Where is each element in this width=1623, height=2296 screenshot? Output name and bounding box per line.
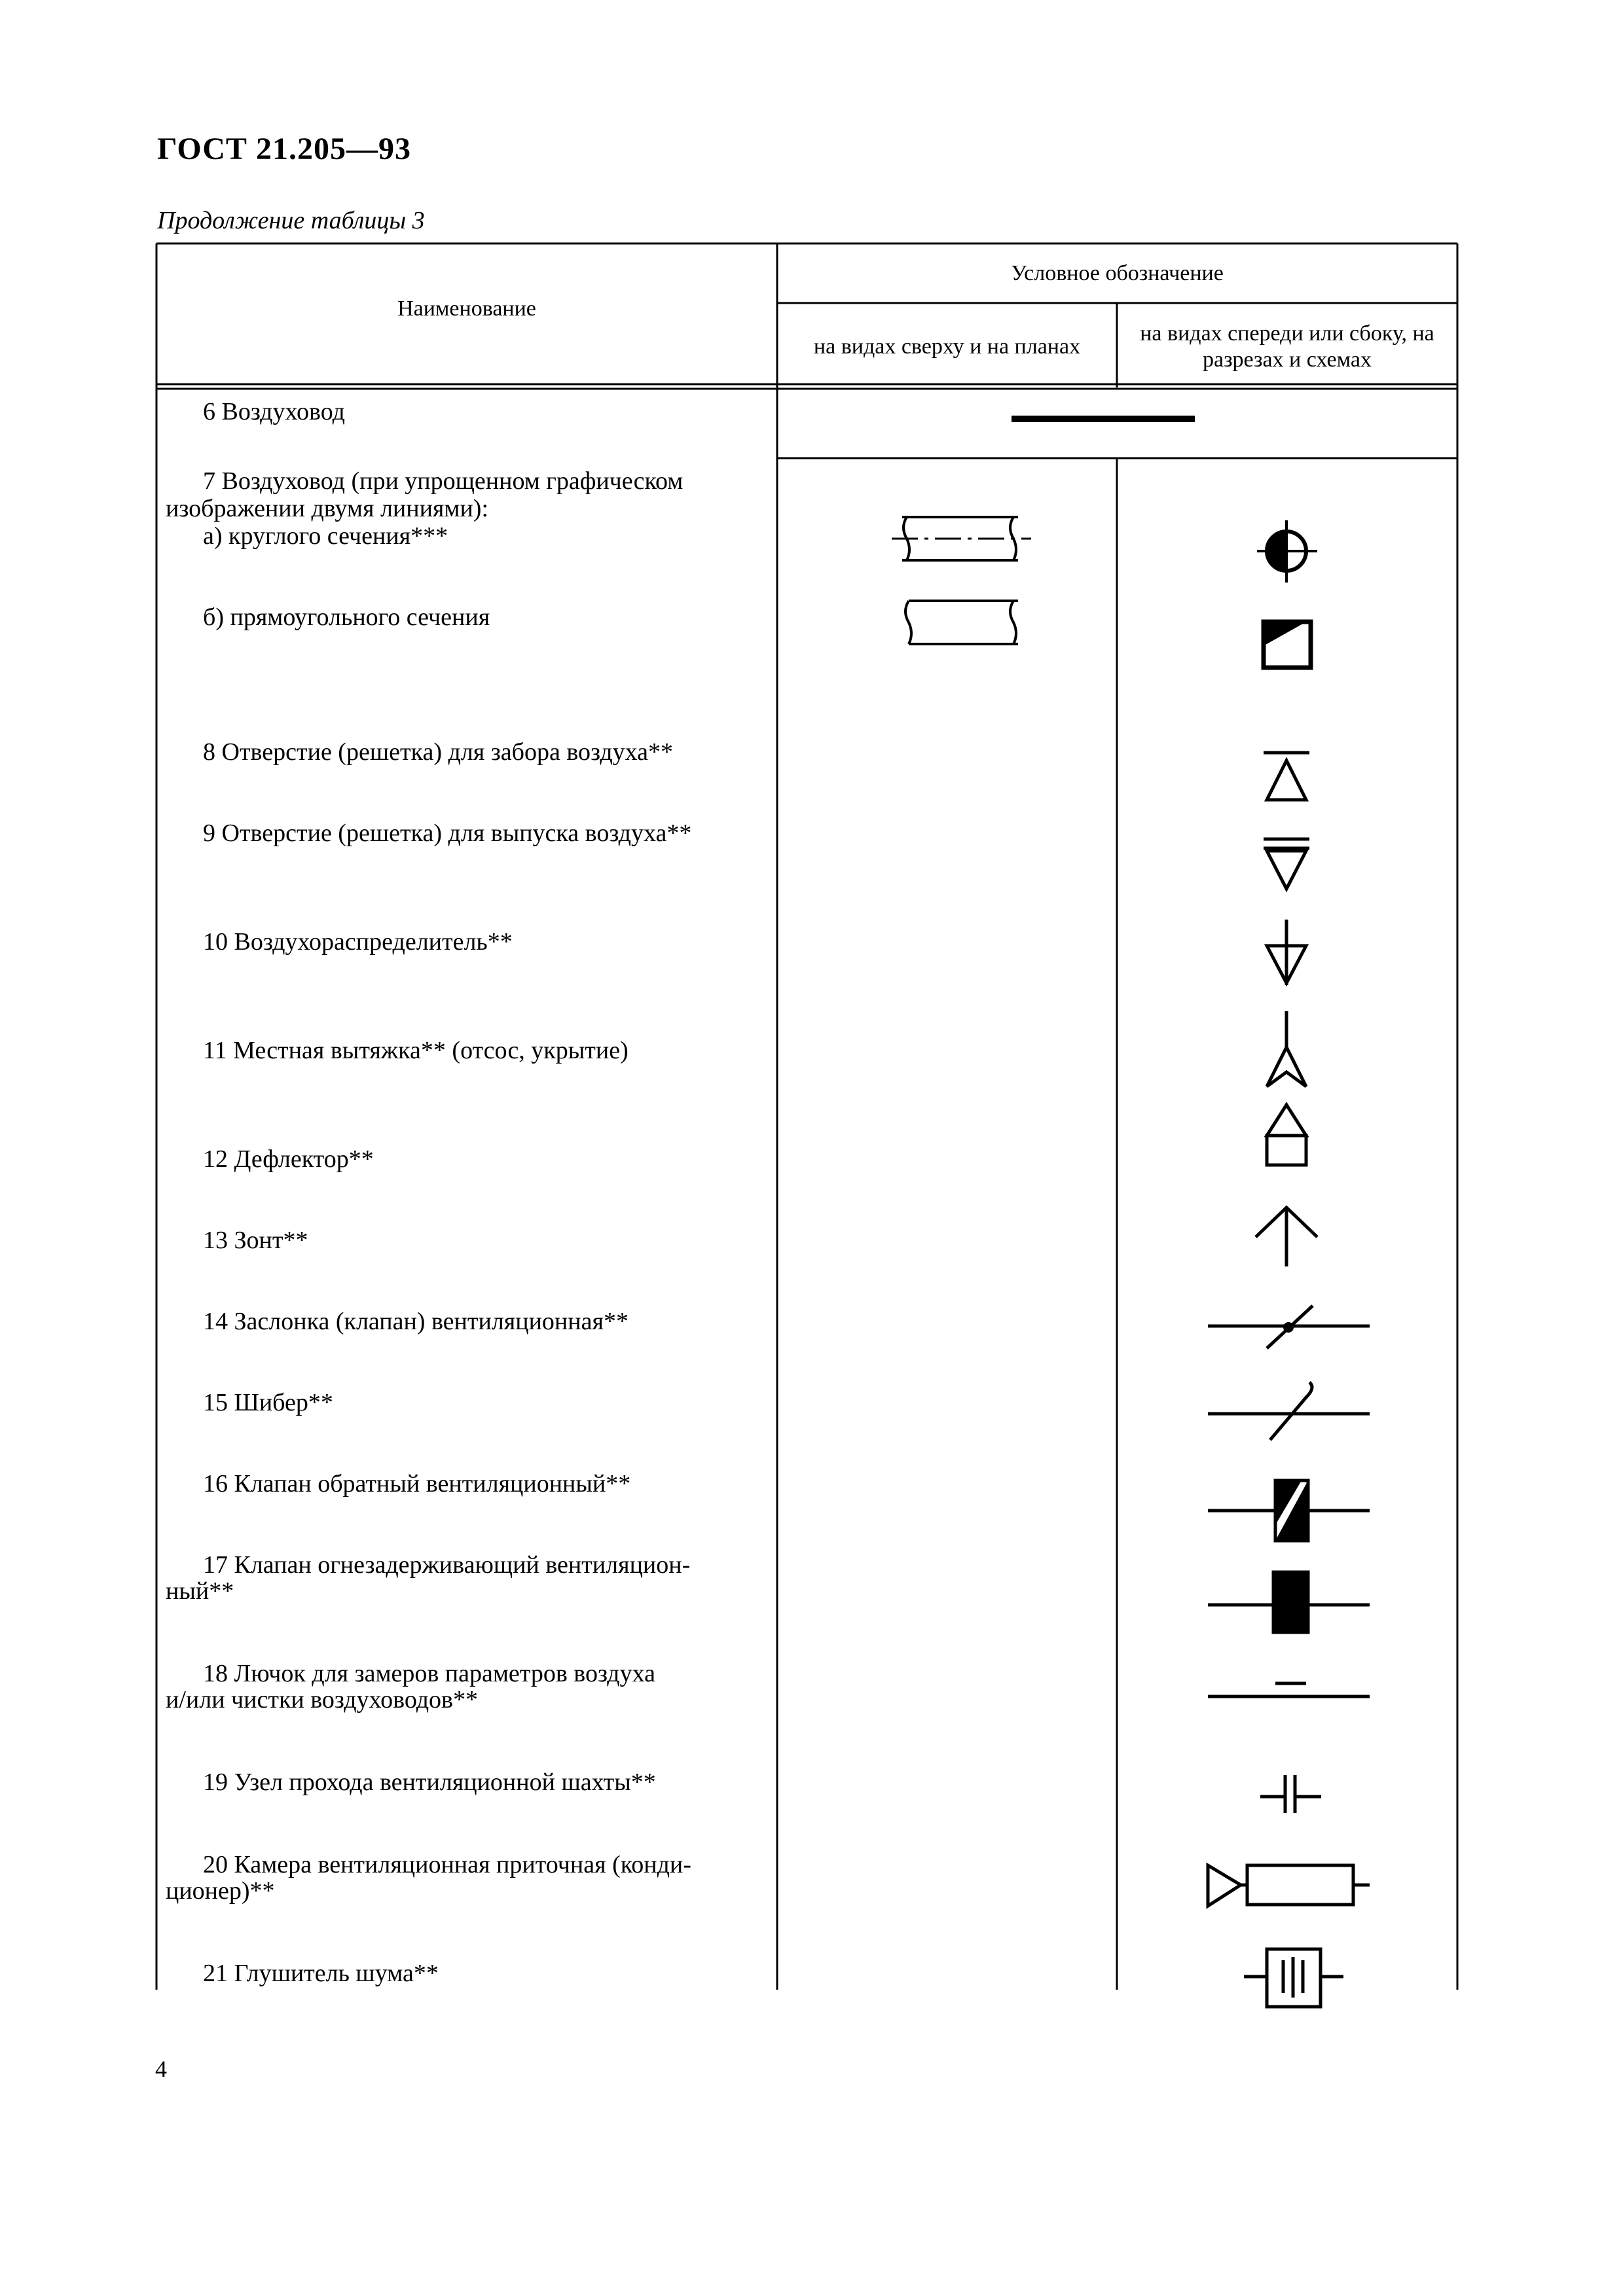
local-exhaust-symbol (1267, 1011, 1306, 1086)
row-11-name: 11 Местная вытяжка** (отсос, укрытие) (203, 1037, 629, 1064)
document-title: ГОСТ 21.205—93 (157, 132, 411, 166)
header-name: Наименование (397, 296, 536, 321)
row-7a-name: а) круглого сечения*** (203, 522, 448, 550)
row-20-line-2: ционер)** (166, 1877, 275, 1905)
air-distributor-symbol (1267, 920, 1306, 985)
table-caption: Продолжение таблицы 3 (157, 207, 425, 234)
header-section-view: на видах спереди или сбоку, на разрезах и схемах (1140, 321, 1434, 372)
ventilation-damper-symbol (1208, 1306, 1370, 1348)
row-18-line-1: 18 Лючок для замеров параметров воздуха (203, 1660, 655, 1687)
header-plan-view: на видах сверху и на планах (813, 334, 1081, 359)
row-17-line-2: ный** (166, 1577, 234, 1605)
row-20-line-1: 20 Камера вентиляционная приточная (конди- (203, 1851, 691, 1878)
air-intake-triangle-symbol (1264, 753, 1309, 800)
row-10-name: 10 Воздухораспределитель** (203, 928, 513, 956)
row-7-line-2: изображении двумя линиями): (166, 495, 488, 522)
row-14-name: 14 Заслонка (клапан) вентиляционная** (203, 1308, 629, 1335)
row-17-line-1: 17 Клапан огнезадерживающий вентиляцион- (203, 1551, 691, 1579)
row-19-name: 19 Узел прохода вентиляционной шахты** (203, 1768, 656, 1796)
row-12-name: 12 Дефлектор** (203, 1145, 374, 1173)
fire-valve-symbol (1208, 1572, 1370, 1632)
supply-chamber-symbol (1208, 1865, 1370, 1906)
round-duct-circle-symbol (1257, 520, 1317, 583)
check-valve-symbol (1208, 1480, 1370, 1541)
hood-symbol (1256, 1208, 1317, 1266)
row-6-name: 6 Воздуховод (203, 398, 345, 425)
deflector-symbol (1267, 1105, 1306, 1165)
header-symbol: Условное обозначение (1011, 261, 1224, 285)
silencer-symbol (1244, 1949, 1343, 2007)
row-16-name: 16 Клапан обратный вентиляционный** (203, 1470, 631, 1498)
rect-duct-double-line-symbol (905, 601, 1018, 644)
rect-duct-square-symbol (1264, 622, 1311, 668)
row-8-name: 8 Отверстие (решетка) для забора воздуха** (203, 738, 674, 766)
access-hatch-symbol (1208, 1683, 1370, 1696)
row-9-name: 9 Отверстие (решетка) для выпуска воздуха** (203, 819, 692, 847)
gate-damper-symbol (1208, 1382, 1370, 1440)
shaft-passage-symbol (1260, 1775, 1321, 1813)
row-21-name: 21 Глушитель шума** (203, 1960, 439, 1987)
round-duct-double-line-symbol (892, 517, 1031, 560)
row-13-name: 13 Зонт** (203, 1227, 308, 1254)
page-number: 4 (155, 2056, 167, 2082)
air-outlet-triangle-symbol (1264, 839, 1309, 889)
row-18-line-2: и/или чистки воздуховодов** (166, 1686, 479, 1713)
row-7b-name: б) прямоугольного сечения (203, 603, 490, 631)
row-15-name: 15 Шибер** (203, 1389, 333, 1416)
row-7-line-1: 7 Воздуховод (при упрощенном графическом (203, 467, 684, 495)
